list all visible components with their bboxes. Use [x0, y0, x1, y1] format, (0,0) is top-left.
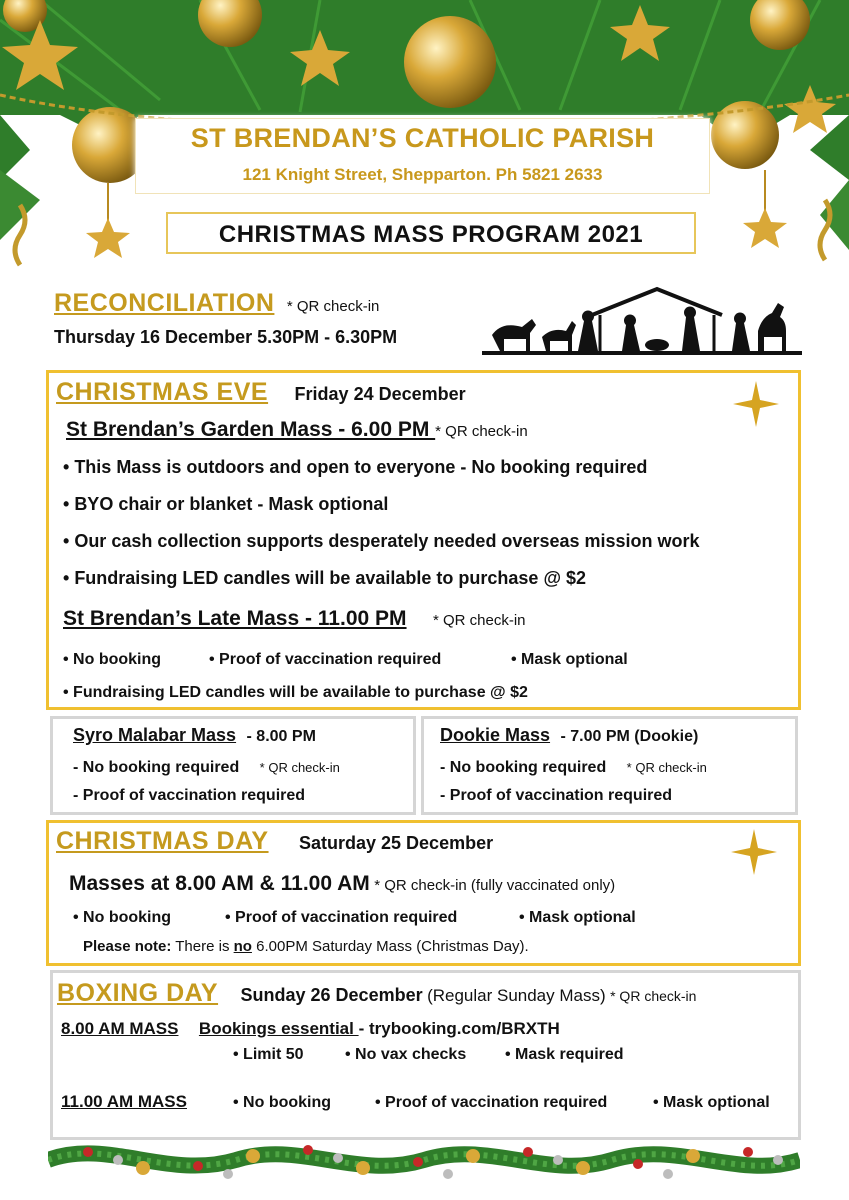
sparkle-star-icon — [733, 381, 779, 427]
mass11-label: 11.00 AM MASS — [61, 1092, 187, 1111]
parish-name: ST BRENDAN’S CATHOLIC PARISH — [190, 123, 655, 153]
late-mass-bullet: • No booking — [63, 651, 161, 669]
christmas-eve-heading-row — [56, 378, 466, 407]
syro-malabar-line1: - No booking required — [73, 759, 240, 776]
mass8-bullet: • No vax checks — [345, 1046, 466, 1064]
christmas-eve-panel — [46, 370, 801, 710]
christmas-day-panel — [46, 820, 801, 966]
mass8-bullet: • Limit 50 — [233, 1046, 304, 1064]
christmas-day-bullet: • Proof of vaccination required — [225, 909, 457, 927]
christmas-day-date: Saturday 25 December — [299, 833, 494, 853]
garden-mass-bullet: • BYO chair or blanket - Mask optional — [63, 494, 388, 515]
nativity-silhouette-icon — [482, 285, 802, 357]
mass8-row — [61, 1019, 560, 1039]
christmas-day-bullet: • No booking — [73, 909, 171, 927]
christmas-day-heading: CHRISTMAS DAY — [56, 827, 269, 855]
mass8-label: 8.00 AM MASS — [61, 1019, 179, 1038]
reconciliation-heading-row — [54, 289, 379, 318]
dookie-qr: * QR check-in — [626, 760, 707, 775]
christmas-eve-heading: CHRISTMAS EVE — [56, 378, 269, 406]
boxing-day-date: Sunday 26 December — [240, 985, 423, 1005]
reconciliation-date: Thursday 16 December 5.30PM - 6.30PM — [54, 327, 398, 347]
syro-malabar-qr: * QR check-in — [259, 760, 340, 775]
christmas-day-bullet: • Mask optional — [519, 909, 636, 927]
syro-malabar-line2: - Proof of vaccination required — [73, 787, 306, 804]
note-pre: There is — [171, 938, 234, 955]
late-mass-bullet: • Mask optional — [511, 651, 628, 669]
syro-malabar-time: - 8.00 PM — [246, 728, 316, 745]
dookie-line1: - No booking required — [440, 759, 607, 776]
syro-malabar-panel — [50, 716, 416, 815]
garden-mass-bullet: • This Mass is outdoors and open to everyone - No booking required — [63, 457, 647, 478]
dookie-heading-row — [440, 725, 698, 746]
reconciliation-heading: RECONCILIATION — [54, 289, 275, 317]
late-mass-bullet: • Fundraising LED candles will be available to purchase @ $2 — [63, 684, 528, 702]
garden-mass-title: St Brendan’s Garden Mass - 6.00 PM — [66, 418, 436, 441]
note-label: Please note: — [83, 938, 172, 955]
late-mass-row — [63, 607, 526, 631]
christmas-day-qr: * QR check-in (fully vaccinated only) — [374, 877, 616, 894]
note-no: no — [233, 938, 252, 955]
syro-malabar-title: Syro Malabar Mass — [73, 725, 237, 745]
reconciliation-qr: * QR check-in — [286, 298, 380, 315]
boxing-day-heading: BOXING DAY — [57, 979, 219, 1007]
note-post: 6.00PM Saturday Mass (Christmas Day). — [251, 938, 529, 955]
christmas-day-heading-row — [56, 827, 493, 856]
syro-malabar-line1-row — [73, 759, 340, 777]
garden-mass-bullet: • Fundraising LED candles will be available to purchase @ $2 — [63, 568, 586, 589]
mass11-bullet: • Proof of vaccination required — [375, 1094, 607, 1112]
parish-address: 121 Knight Street, Shepparton. Ph 5821 2633 — [242, 165, 603, 184]
dookie-title: Dookie Mass — [440, 725, 551, 745]
sparkle-star-icon — [731, 829, 777, 875]
boxing-day-heading-row — [57, 979, 696, 1008]
dookie-time: - 7.00 PM (Dookie) — [560, 728, 699, 745]
mass8-bullet: • Mask required — [505, 1046, 624, 1064]
mass11-bullet: • Mask optional — [653, 1094, 770, 1112]
late-mass-title: St Brendan’s Late Mass - 11.00 PM — [63, 607, 407, 630]
christmas-day-masses-row — [69, 872, 615, 896]
program-title-box — [166, 212, 696, 254]
late-mass-qr: * QR check-in — [432, 612, 526, 629]
garden-mass-qr: * QR check-in — [435, 423, 528, 440]
garden-mass-bullet: • Our cash collection supports desperately needed overseas mission work — [63, 531, 700, 552]
dookie-line1-row — [440, 759, 707, 777]
mass8-link: - trybooking.com/BRXTH — [358, 1019, 560, 1038]
garden-mass-row — [66, 418, 528, 442]
christmas-eve-date: Friday 24 December — [294, 384, 466, 404]
mass8-booking: Bookings essential — [198, 1019, 359, 1038]
dookie-panel — [421, 716, 798, 815]
christmas-day-note — [83, 938, 529, 955]
parish-title-box — [135, 118, 710, 194]
garland-decoration — [48, 1130, 800, 1190]
christmas-day-masses: Masses at 8.00 AM & 11.00 AM — [69, 872, 370, 895]
boxing-day-panel — [50, 970, 801, 1140]
boxing-day-qr: * QR check-in — [610, 988, 697, 1004]
syro-malabar-heading-row — [73, 725, 316, 746]
late-mass-bullet: • Proof of vaccination required — [209, 651, 441, 669]
boxing-day-regular: (Regular Sunday Mass) — [427, 986, 606, 1005]
dookie-line2: - Proof of vaccination required — [440, 787, 673, 804]
mass11-bullet: • No booking — [233, 1094, 331, 1112]
program-title: CHRISTMAS MASS PROGRAM 2021 — [218, 221, 644, 248]
